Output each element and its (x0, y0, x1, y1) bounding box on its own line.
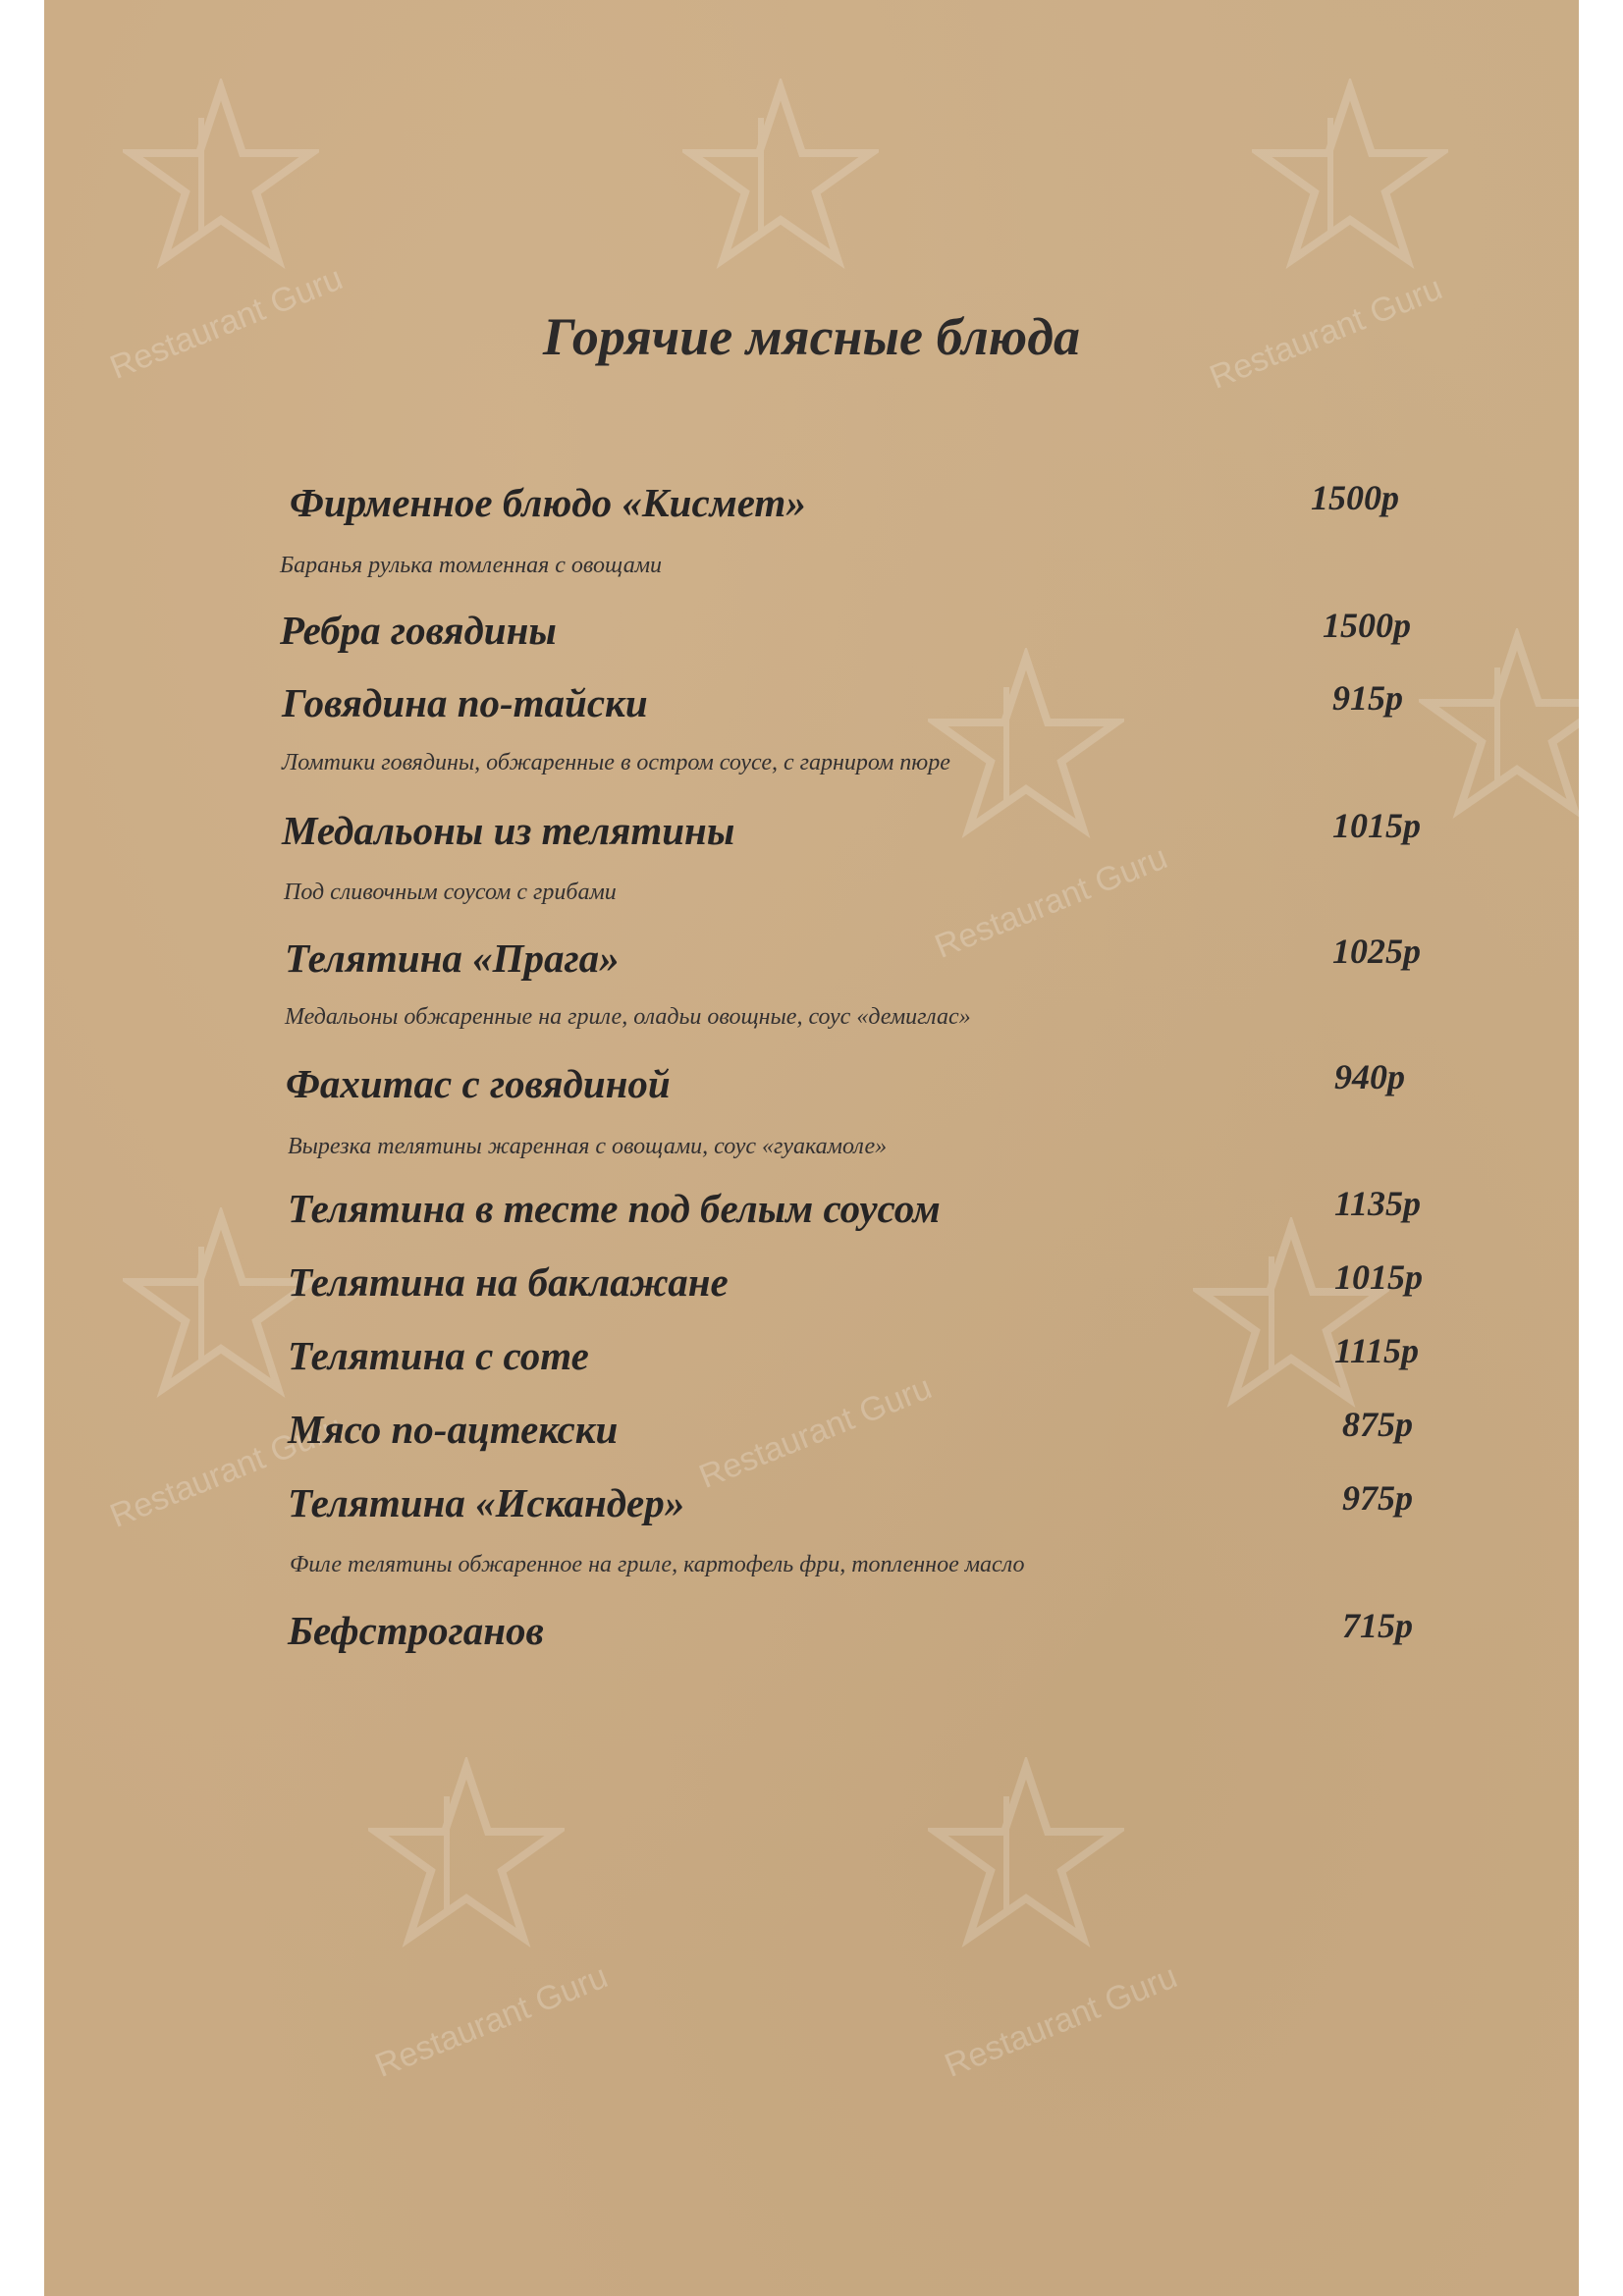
menu-item-name: Телятина с соте (288, 1333, 589, 1378)
menu-item-name: Бефстроганов (288, 1608, 544, 1653)
menu-item-price: 1500р (1311, 478, 1399, 517)
star-fork-watermark-icon (682, 79, 879, 275)
menu-item-name: Говядина по-тайски (282, 680, 648, 725)
watermark-text: Restaurant Guru (104, 259, 349, 387)
menu-item-price: 1115р (1334, 1331, 1420, 1370)
menu-item-description: Под сливочным соусом с грибами (284, 880, 617, 905)
menu-item-name: Фирменное блюдо «Кисмет» (290, 480, 806, 525)
menu-item-description: Баранья рулька томленная с овощами (280, 553, 663, 578)
menu-item-price: 940р (1334, 1057, 1405, 1096)
menu-item-price: 1025р (1332, 932, 1421, 971)
star-fork-watermark-icon (1193, 1217, 1389, 1414)
star-fork-watermark-icon (928, 648, 1124, 844)
watermark-text: Restaurant Guru (369, 1957, 614, 2085)
watermark-text: Restaurant Guru (1204, 269, 1448, 397)
menu-item-price: 975р (1342, 1478, 1413, 1518)
menu-item-name: Ребра говядины (280, 608, 557, 653)
watermark-text: Restaurant Guru (939, 1957, 1183, 2085)
star-fork-watermark-icon (928, 1757, 1124, 1953)
menu-item-price: 715р (1342, 1606, 1413, 1645)
menu-item-name: Телятина на баклажане (288, 1259, 729, 1305)
menu-item-price: 915р (1332, 678, 1403, 718)
menu-item-name: Телятина «Искандер» (288, 1480, 685, 1525)
star-fork-watermark-icon (1419, 628, 1579, 825)
menu-item-name: Мясо по-ацтекски (288, 1407, 619, 1452)
star-fork-watermark-icon (368, 1757, 565, 1953)
watermark-text: Restaurant Guru (929, 838, 1173, 966)
watermark-text: Restaurant Guru (693, 1368, 938, 1496)
menu-item-price: 1500р (1323, 606, 1411, 645)
menu-item-description: Ломтики говядины, обжаренные в остром соусе, с гарниром пюре (282, 750, 950, 775)
menu-item-name: Фахитас с говядиной (286, 1061, 671, 1106)
menu-item-price: 1015р (1334, 1257, 1423, 1297)
menu-item-description: Медальоны обжаренные на гриле, оладьи овощные, соус «демиглас» (285, 1004, 971, 1030)
menu-item-price: 1135р (1334, 1184, 1422, 1223)
menu-item-price: 875р (1342, 1405, 1413, 1444)
menu-item-name: Медальоны из телятины (282, 808, 735, 853)
menu-item-description: Филе телятины обжаренное на гриле, картофель фри, топленное масло (290, 1552, 1025, 1577)
menu-item-description: Вырезка телятины жаренная с овощами, соус «гуакамоле» (288, 1134, 888, 1159)
star-fork-watermark-icon (123, 79, 319, 275)
menu-item-price: 1015р (1332, 806, 1421, 845)
watermark-text: Restaurant Guru (104, 1408, 349, 1535)
menu-title: Горячие мясные блюда (543, 307, 1080, 366)
menu-item-name: Телятина «Прага» (285, 935, 620, 981)
menu-item-name: Телятина в тесте под белым соусом (288, 1186, 941, 1231)
menu-page (44, 0, 1579, 2296)
star-fork-watermark-icon (1252, 79, 1448, 275)
